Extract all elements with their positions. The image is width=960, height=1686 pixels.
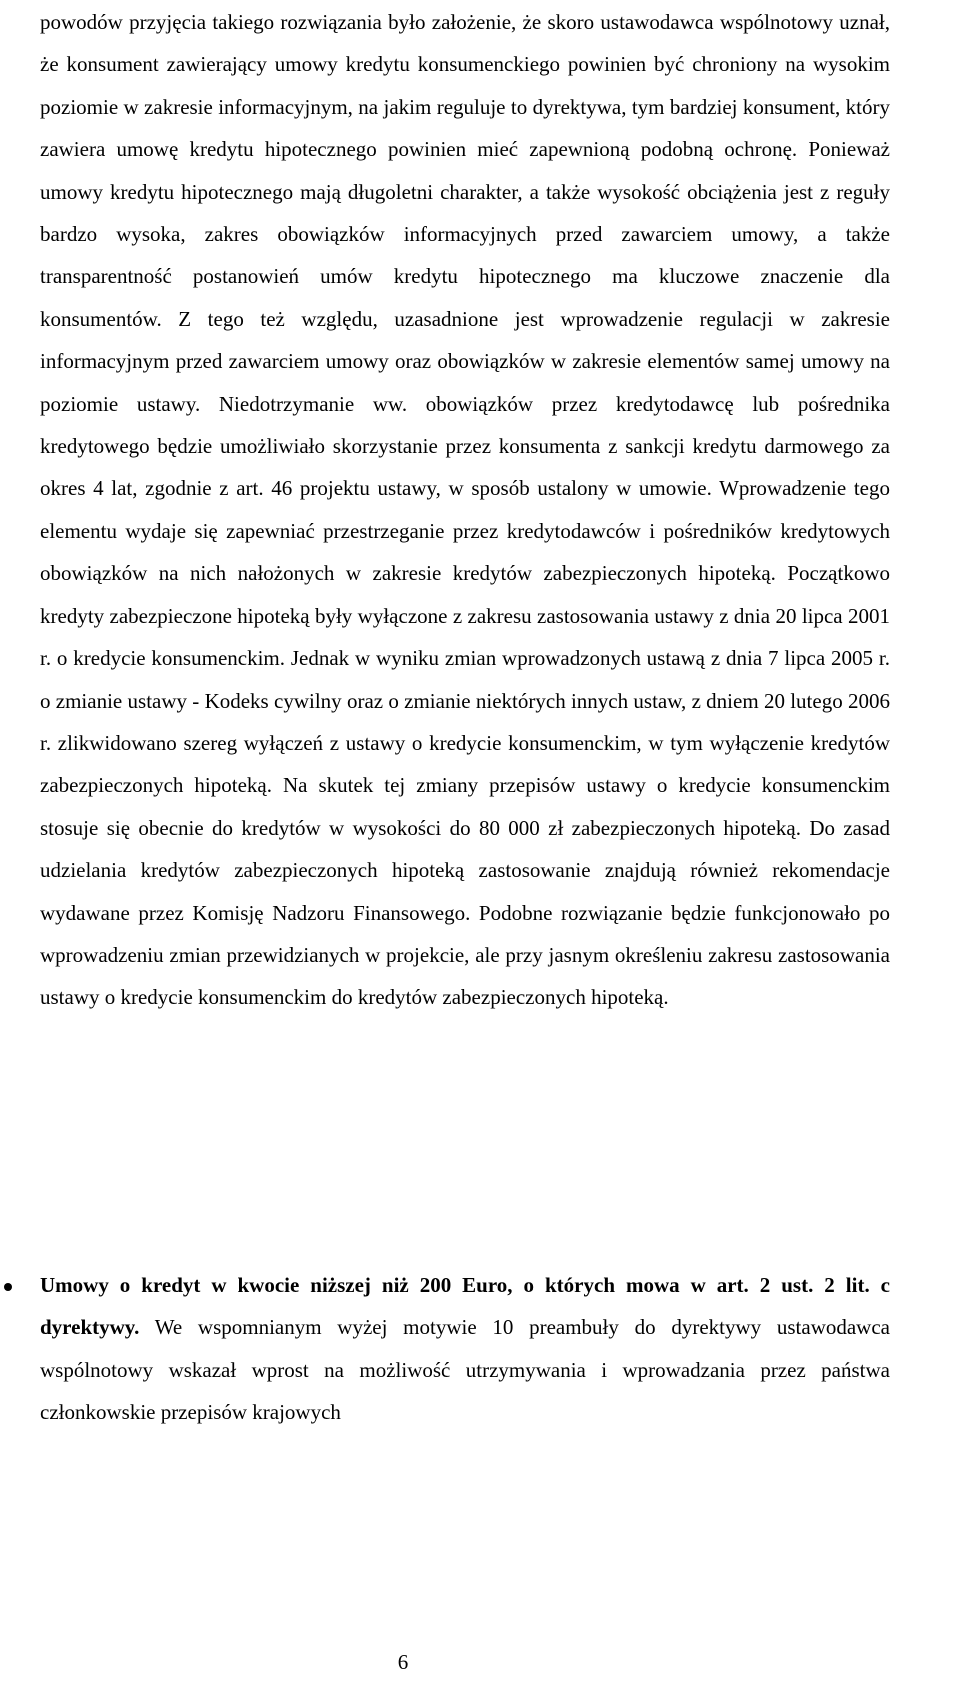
body-paragraph: powodów przyjęcia takiego rozwiązania było założenie, że skoro ustawodawca wspólnotowy uznał, że konsument zawierający umowy kredytu konsumenckiego powinien być chroniony na wysokim poziomie w zakresie informacyjnym, na jakim reguluje to dyrektywa, tym bardziej konsument, który zawiera umowę kredytu hipotecznego powinien mieć zapewnioną podobną ochronę. Ponieważ umowy kredytu hipotecznego mają długoletni charakter, a także wysokość obciążenia jest z reguły bardzo wysoka, zakres obowiązków informacyjnych przed zawarciem umowy, a także transparentność postanowień umów kredytu hipotecznego ma kluczowe znaczenie dla konsumentów. Z tego też względu, uzasadnione jest wprowadzenie regulacji w zakresie informacyjnym przed zawarciem umowy oraz obowiązków w zakresie elementów samej umowy na poziomie ustawy. Niedotrzymanie ww. obowiązków przez kredytodawcę lub pośrednika kredytowego będzie umożliwiało skorzystanie przez konsumenta z sankcji kredytu darmowego za okres 4 lat, zgodnie z art. 46 projektu ustawy, w sposób ustalony w umowie. Wprowadzenie tego elementu wydaje się zapewniać przestrzeganie przez kredytodawców i pośredników kredytowych obowiązków na nich nałożonych w zakresie kredytów zabezpieczonych hipoteką. Początkowo kredyty zabezpieczone hipoteką były wyłączone z zakresu zastosowania ustawy z dnia 20 lipca 2001 r. o kredycie konsumenckim. Jednak w wyniku zmian wprowadzonych ustawą z dnia 7 lipca 2005 r. o zmianie ustawy - Kodeks cywilny oraz o zmianie niektórych innych ustaw, z dniem 20 lutego 2006 r. zlikwidowano szereg wyłączeń z ustawy o kredycie konsumenckim, w tym wyłączenie kredytów zabezpieczonych hipoteką. Na skutek tej zmiany przepisów ustawy o kredycie konsumenckim stosuje się obecnie do kredytów w wysokości do 80 000 zł zabezpieczonych hipoteką. Do zasad udzielania kredytów zabezpieczonych hipoteką zastosowanie znajdują również rekomendacje wydawane przez Komisję Nadzoru Finansowego. Podobne rozwiązanie będzie funkcjonowało po wprowadzeniu zmian przewidzianych w projekcie, ale przy jasnym określeniu zakresu zastosowania ustawy o kredycie konsumenckim do kredytów zabezpieczonych hipoteką. [40,10,890,1010]
bullet-paragraph [40,1264,890,1434]
bullet-icon [4,1283,12,1291]
bullet-text: We wspomnianym wyżej motywie 10 preambuły do dyrektywy ustawodawca wspólnotowy wskazał wprost na możliwość utrzymywania i wprowadzania przez państwa członkowskie przepisów krajowych [40,1315,890,1425]
bullet-heading: Umowy o kredyt w kwocie niższej niż 200 Euro, o których mowa w art. 2 ust. 2 lit. c dyrektywy. [40,1273,890,1340]
page-number: 6 [397,1650,409,1674]
